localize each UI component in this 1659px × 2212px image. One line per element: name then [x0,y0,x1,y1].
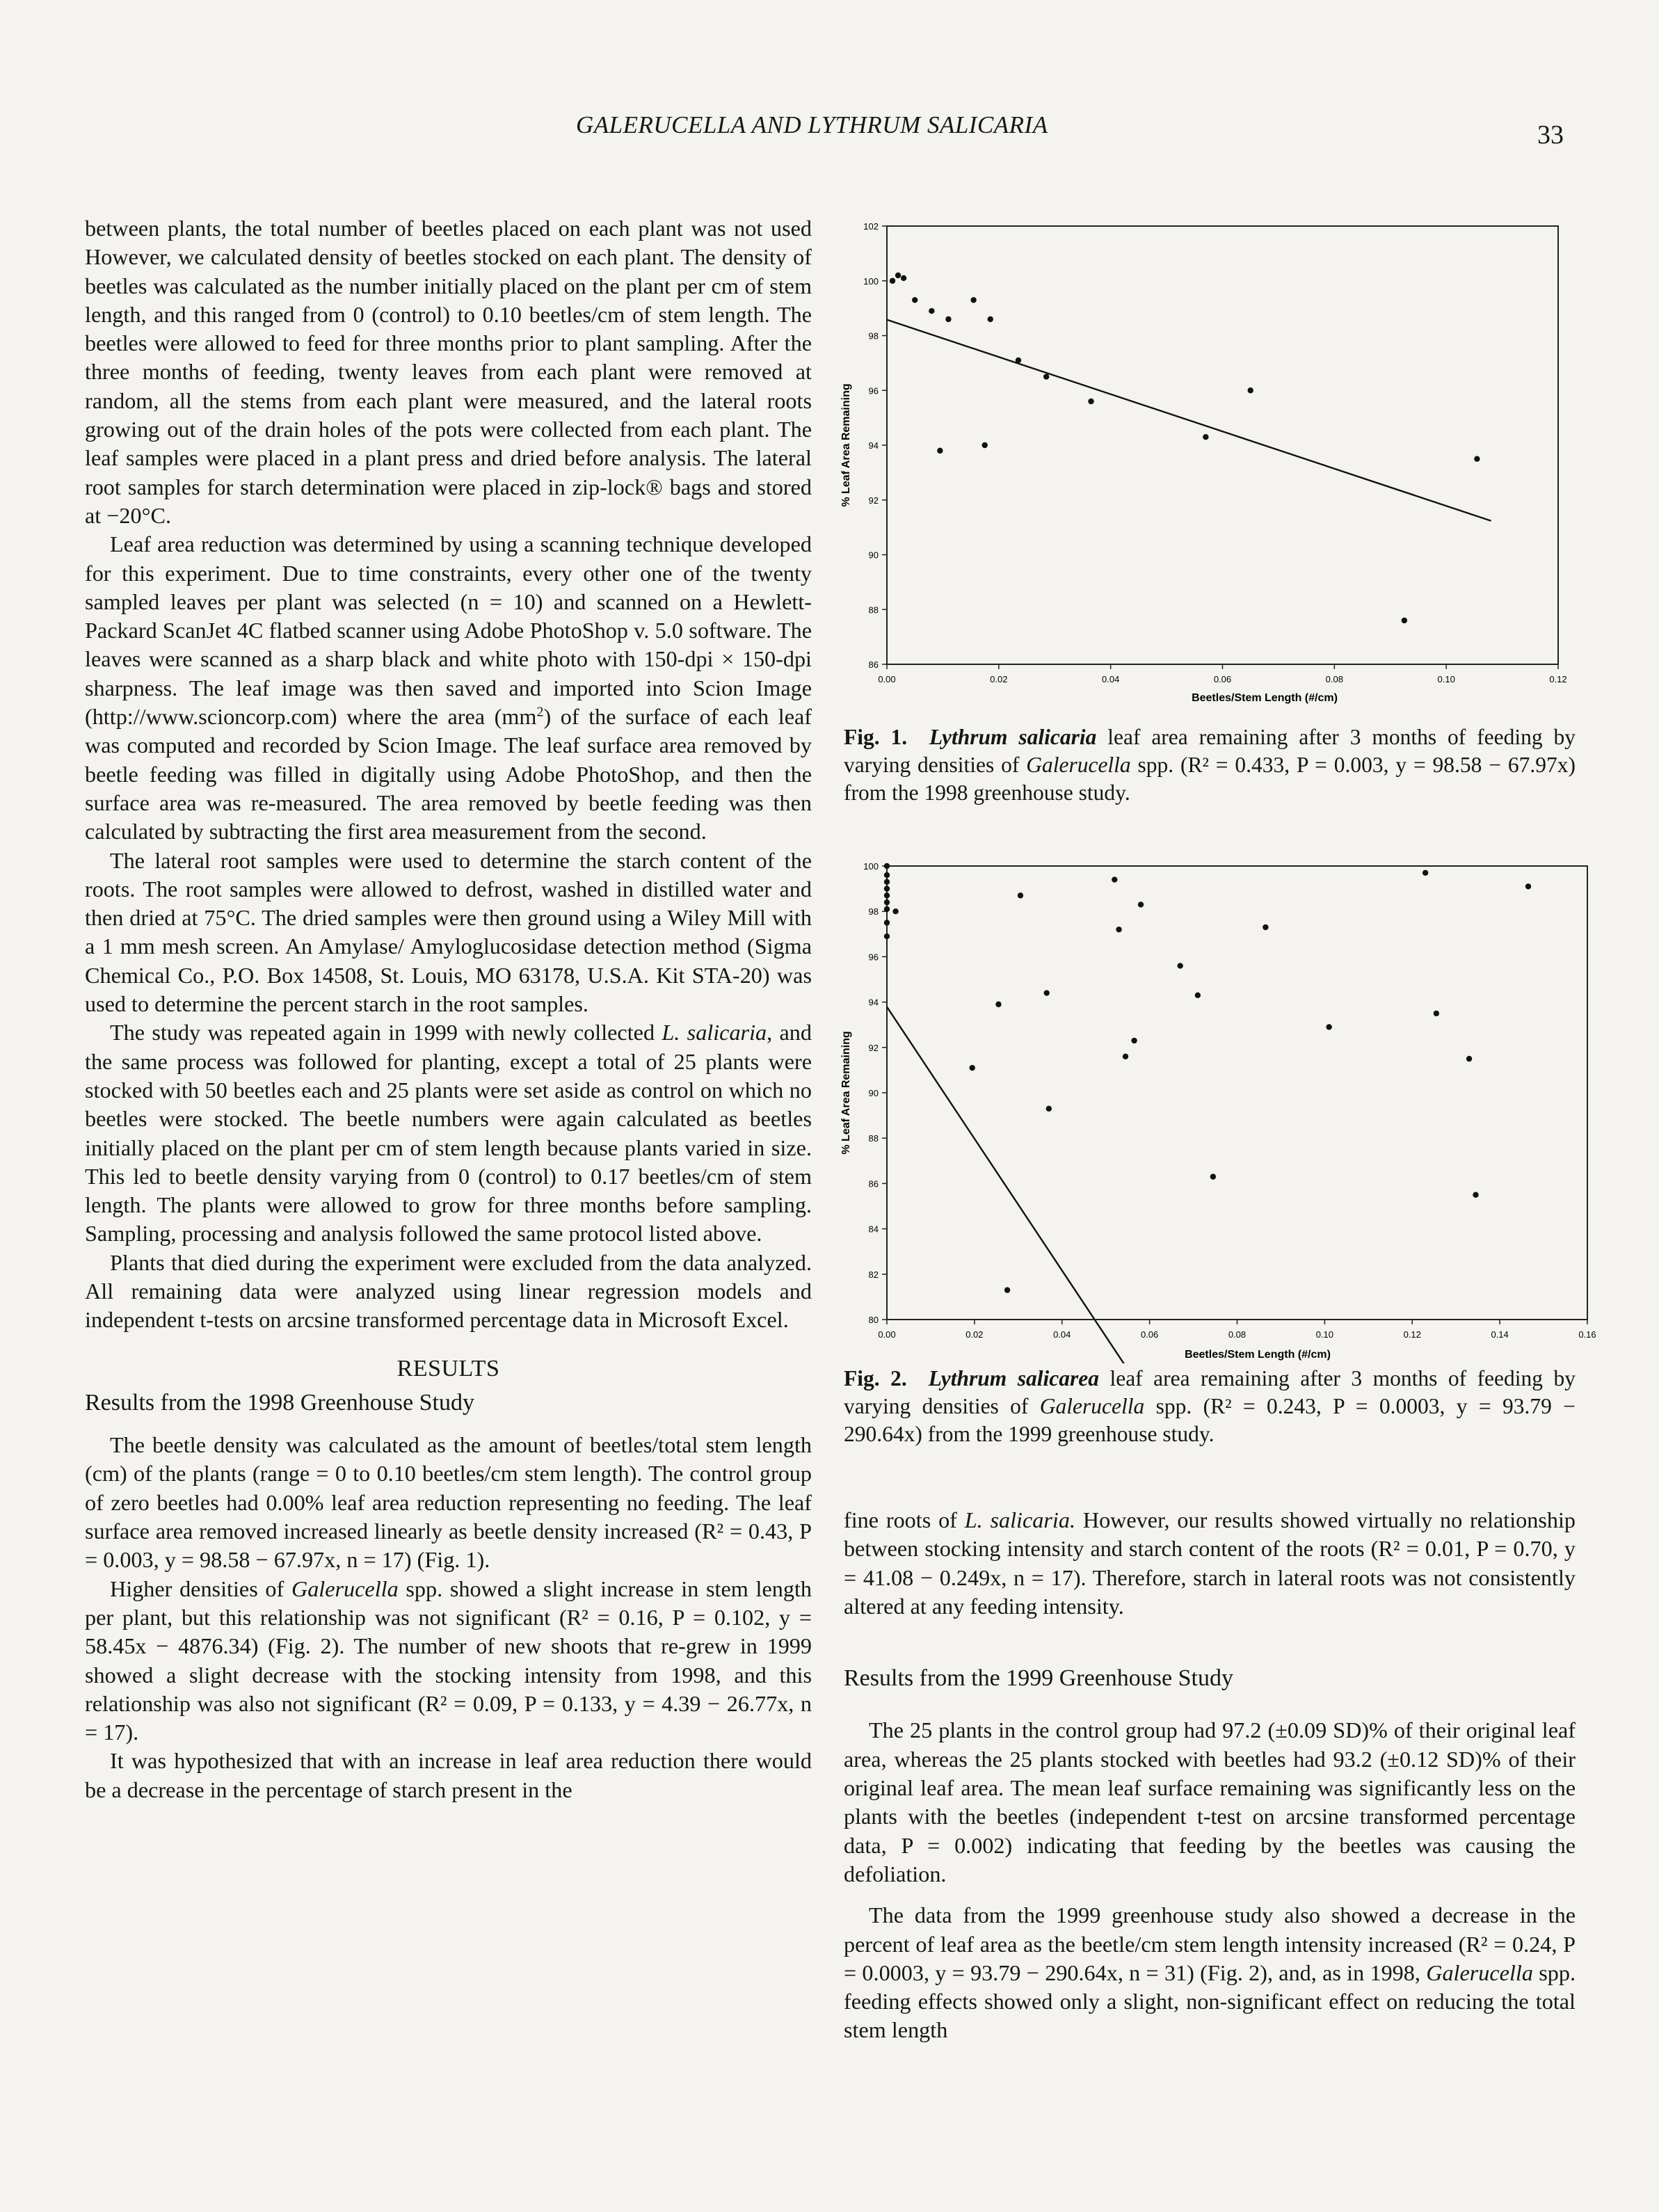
paragraph: The data from the 1999 greenhouse study also showed a decrease in the percent of leaf area as the beetle/cm stem length intensity increased (R² = 0.24, P = 0.0003, y = 93.79 − 290.64x, n = 31) (Fig. 2), and, as in 1998, Galerucella spp. feeding effects showed only a slight, non-significant effect on reducing the total stem length [844,1902,1576,2043]
paragraph: fine roots of L. salicaria. However, our results showed virtually no relationship between stocking intensity and starch content of the roots (R² = 0.01, P = 0.70, y = 41.08 − 0.249x, n = 17). Therefore, starch in lateral roots was not consistently altered at any feeding intensity. [844,1507,1576,1619]
y-tick-label: 94 [868,440,879,451]
data-point [1088,399,1093,404]
data-point [890,278,895,284]
y-tick-label: 86 [868,1178,879,1189]
running-header [0,111,1659,153]
data-point [1402,618,1407,623]
x-tick-label: 0.08 [1325,674,1343,684]
y-tick-label: 94 [868,997,879,1008]
data-point [1525,883,1531,889]
data-point [1195,993,1201,998]
data-point [1473,1192,1478,1198]
y-tick-label: 92 [868,1042,879,1053]
data-point [1203,434,1208,440]
paragraph: It was hypothesized that with an increase in leaf area reduction there would be a decrease in the percentage of starch present in the [85,1748,812,1802]
section-heading: RESULTS [396,1355,500,1381]
data-point [1422,870,1428,876]
data-point [1046,1106,1052,1112]
x-tick-label: 0.02 [990,674,1008,684]
y-tick-label: 88 [868,604,879,616]
data-point [1004,1287,1010,1292]
paragraph: Leaf area reduction was determined by using a scanning technique developed for this experiment. Due to time constraints, every other one of the twenty sampled leaves per plant was selected (n = 10) and scanned on a Hewlett-Packard ScanJet 4C flatbed scanner using Adobe PhotoShop v. 5.0 software. The leaves were scanned as a sharp black and white photo with 150-dpi × 150-dpi sharpness. The leaf image was then saved and imported into Scion Image (http://www.scioncorp.com) where the area $(mm^2)$ of the surface of each leaf was computed and recorded by Scion Image. The leaf surface area removed by beetle feeding was filled in digitally using Adobe PhotoShop, and then the surface area was re-measured. The area removed by beetle feeding was then calculated by subtracting the first area measurement from the second. [85,531,812,844]
data-point [1131,1038,1137,1043]
x-tick-label: 0.08 [1228,1329,1247,1340]
y-axis-label: % Leaf Area Remaining [840,383,852,507]
data-point [884,885,890,891]
data-point [895,273,901,278]
y-tick-label: 98 [868,330,879,342]
plot-frame [887,866,1587,1320]
data-point [884,920,890,925]
data-point [884,872,890,878]
paragraph: Higher densities of Galerucella spp. showed a slight increase in stem length per plant, but this relationship was not significant (R² = 0.16, P = 0.102, y = 58.45x − 4876.34) (Fig. 2). The number of new shoots that re-grew in 1999 showed a slight decrease with the stocking intensity from 1998, and this relationship was also not significant (R² = 0.09, P = 0.133, y = 4.39 − 26.77x, n = 17). [85,1576,812,1745]
data-point [884,933,890,939]
paragraph: Plants that died during the experiment were excluded from the data analyzed. All remaining data were analyzed using linear regression models and independent t-tests on arcsine transformed percentage data in Microsoft Excel. [85,1249,812,1333]
x-tick-label: 0.02 [965,1329,984,1340]
x-tick-label: 0.00 [878,674,896,684]
data-point [1112,876,1117,882]
data-point [884,863,890,869]
y-tick-label: 96 [868,385,879,396]
data-point [1116,927,1121,932]
data-point [1177,963,1183,968]
data-point [1263,924,1268,930]
data-point [982,442,988,448]
x-tick-label: 0.10 [1315,1329,1334,1340]
data-point [884,892,890,898]
y-tick-label: 82 [868,1269,879,1280]
y-tick-label: 100 [863,275,879,287]
y-axis-label: % Leaf Area Remaining [840,1031,852,1155]
data-point [1123,1054,1128,1059]
data-point [970,297,976,303]
data-point [901,275,906,281]
data-point [884,906,890,912]
paragraph: The study was repeated again in 1999 with newly collected L. salicaria, and the same process was followed for planting, except a total of 25 plants were stocked with 50 beetles each and 25 plants were set aside as control on which no beetles were stocked. The beetle numbers were again calculated as beetles initially placed on the plant per cm of stem length because plants varied in size. This led to beetle density varying from 0 (control) to 0.17 beetles/cm of stem length. The plants were allowed to grow for three months before sampling. Sampling, processing and analysis followed the same protocol listed above. [85,1020,812,1247]
data-point [988,316,993,322]
y-tick-label: 96 [868,952,879,963]
x-tick-label: 0.16 [1578,1329,1596,1340]
x-tick-label: 0.04 [1102,674,1120,684]
data-point [995,1002,1001,1007]
regression-line [887,1007,1548,1363]
x-tick-label: 0.10 [1437,674,1455,684]
data-point [1466,1056,1472,1061]
left-column [85,214,812,1804]
data-point [945,316,951,322]
paragraph: The beetle density was calculated as the amount of beetles/total stem length (cm) of the plants (range = 0 to 0.10 beetles/cm stem length). The control group of zero beetles had 0.00% leaf area reduction representing no feeding. The leaf surface area removed increased linearly as beetle density increased (R² = 0.43, P = 0.003, y = 98.58 − 67.97x, n = 17) (Fig. 1). [85,1432,812,1573]
data-point [892,908,898,914]
paragraph: The 25 plants in the control group had 97.2 (±0.09 SD)% of their original leaf area, whereas the 25 plants stocked with beetles had 93.2 (±0.12 SD)% of their original leaf area. The mean leaf surface remaining was significantly less on the plants with the beetles (independent t-test on arcsine transformed percentage data, P = 0.002) indicating that feeding by the beetles was causing the defoliation. [844,1717,1576,1886]
y-tick-label: 80 [868,1315,879,1325]
regression-line [887,320,1491,521]
figure-2-caption: Fig. 2. Lythrum salicarea leaf area remaining after 3 months of feeding by varying densities of Galerucella spp. (R² = 0.243, P = 0.0003, y = 93.79 − 290.64x) from the 1999 greenhouse study. [844,1366,1576,1446]
data-point [1044,990,1050,995]
figure-2-chart [833,852,1633,1363]
subsection-heading: Results from the 1998 Greenhouse Study [85,1389,474,1416]
data-point [1210,1173,1216,1179]
data-point [1018,892,1023,898]
right-column [844,1506,1576,2045]
data-point [912,297,917,303]
y-tick-label: 98 [868,906,879,917]
y-tick-label: 90 [868,1088,879,1098]
x-tick-label: 0.12 [1403,1329,1421,1340]
y-tick-label: 88 [868,1133,879,1144]
y-tick-label: 84 [868,1224,879,1235]
data-point [929,308,934,314]
y-tick-label: 102 [863,221,879,232]
page-number: 33 [1537,120,1564,150]
data-point [1326,1024,1331,1029]
data-point [1474,456,1480,461]
y-tick-label: 92 [868,495,879,506]
x-axis-label: Beetles/Stem Length (#/cm) [1185,1349,1331,1361]
x-tick-label: 0.00 [878,1329,896,1340]
data-point [884,879,890,885]
data-point [970,1065,975,1071]
x-tick-label: 0.12 [1549,674,1567,684]
subsection-heading: Results from the 1999 Greenhouse Study [844,1665,1233,1692]
data-point [1248,387,1253,393]
figure-1-caption: Fig. 1. Lythrum salicaria leaf area remaining after 3 months of feeding by varying densities of Galerucella spp. (R² = 0.433, P = 0.003, y = 98.58 − 67.97x) from the 1998 greenhouse study. [844,725,1576,805]
data-point [1043,374,1049,379]
x-tick-label: 0.06 [1213,674,1232,684]
paragraph: The lateral root samples were used to determine the starch content of the roots. The root samples were allowed to defrost, washed in distilled water and then dried at 75°C. The dried samples were then ground using a Wiley Mill with a 1 mm mesh screen. An Amylase/ Amyloglucosidase detection method (Sigma Chemical Co., P.O. Box 14508, St. Louis, MO 63178, U.S.A. Kit STA-20) was used to determine the percent starch in the root samples. [85,847,812,1017]
x-tick-label: 0.04 [1053,1329,1071,1340]
y-tick-label: 90 [868,550,879,561]
data-point [884,899,890,905]
y-tick-label: 100 [863,861,879,872]
figure-1-chart [833,212,1579,713]
y-tick-label: 86 [868,659,879,670]
x-tick-label: 0.06 [1140,1329,1159,1340]
paragraph: between plants, the total number of beetles placed on each plant was not used However, we calculated density of beetles stocked on each plant. The density of beetles was calculated as the number initially placed on the plant per cm of stem length, and this ranged from 0 (control) to 0.10 beetles/cm of stem length. The beetles were allowed to feed for three months prior to plant sampling. After the three months of feeding, twenty leaves from each plant were removed at random, all the stems from each plant were measured, and the lateral roots growing out of the drain holes of the pots were collected from each plant. The leaf samples were placed in a plant press and dried before analysis. The lateral root samples for starch determination were placed in zip-lock® bags and stored at −20°C. [85,216,812,528]
data-point [1138,901,1144,907]
data-point [937,448,943,454]
x-axis-label: Beetles/Stem Length (#/cm) [1192,692,1338,704]
x-tick-label: 0.14 [1491,1329,1509,1340]
running-title: GALERUCELLA AND LYTHRUM SALICARIA [576,111,1048,138]
data-point [1434,1011,1439,1016]
